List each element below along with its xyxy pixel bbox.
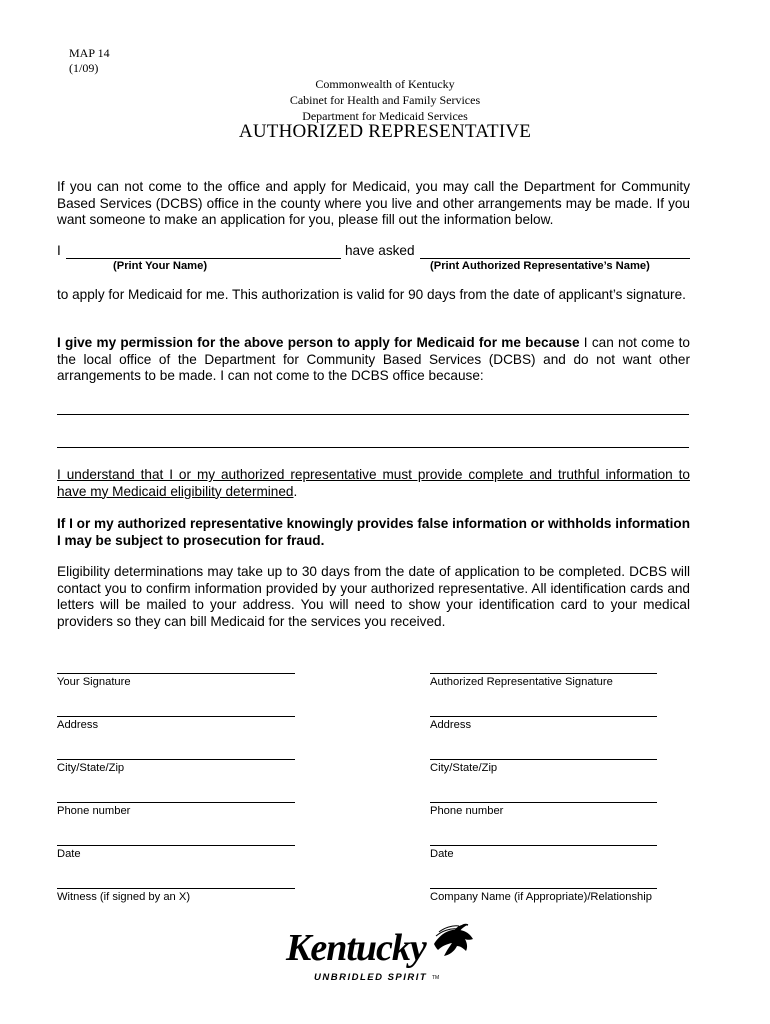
- rep-city-state-zip-line[interactable]: [430, 759, 657, 760]
- your-signature-line[interactable]: [57, 673, 295, 674]
- understand-text: I understand that I or my authorized representative must provide complete and truthful information to have my Medicaid eligibility determined: [57, 467, 690, 499]
- print-your-name-field[interactable]: [66, 258, 341, 259]
- witness-label: Witness (if signed by an X): [57, 891, 191, 903]
- rep-date-label: Date: [430, 848, 454, 860]
- your-city-state-zip-line[interactable]: [57, 759, 295, 760]
- logo-wordmark: Kentucky: [286, 927, 426, 969]
- your-phone-line[interactable]: [57, 802, 295, 803]
- rep-address-label: Address: [430, 719, 472, 731]
- form-code: [69, 46, 110, 76]
- company-label: Company Name (if Appropriate)/Relationship: [430, 891, 652, 903]
- eligibility-paragraph: Eligibility determinations may take up to 30 days from the date of application to be completed. DCBS will contact you to confirm information provided by your authorized representative. All identification cards and letters will be mailed to your address. You will need to show your identification card to your medical providers so they can bill Medicaid for the services you received.: [57, 564, 690, 629]
- rep-date-line[interactable]: [430, 845, 657, 846]
- name-line-middle: have asked: [345, 243, 415, 258]
- form-number: MAP 14: [69, 46, 110, 60]
- permission-paragraph: [57, 335, 690, 385]
- your-address-label: Address: [57, 719, 99, 731]
- rep-phone-line[interactable]: [430, 802, 657, 803]
- logo-trademark: TM: [432, 975, 440, 981]
- your-city-state-zip-label: City/State/Zip: [57, 762, 125, 774]
- your-phone-label: Phone number: [57, 805, 131, 817]
- rep-signature-line[interactable]: [430, 673, 657, 674]
- witness-line[interactable]: [57, 888, 295, 889]
- print-representative-name-field[interactable]: [420, 258, 690, 259]
- reason-line-1[interactable]: [57, 414, 689, 415]
- caption-print-your-name: (Print Your Name): [113, 260, 208, 272]
- your-address-line[interactable]: [57, 716, 295, 717]
- intro-paragraph: If you can not come to the office and apply for Medicaid, you may call the Department for Community Based Services (DCBS) office in the county where you live and other arrangements may be made. If you want someone to make an application for you, please fill out the information below.: [57, 179, 690, 227]
- page-title: AUTHORIZED REPRESENTATIVE: [238, 121, 532, 142]
- authorization-paragraph: to apply for Medicaid for me. This authorization is valid for 90 days from the date of applicant’s signature.: [57, 287, 686, 302]
- your-date-label: Date: [57, 848, 81, 860]
- company-line[interactable]: [430, 888, 657, 889]
- understand-paragraph: [57, 467, 690, 500]
- caption-print-representative-name: (Print Authorized Representative’s Name): [430, 260, 650, 272]
- your-date-line[interactable]: [57, 845, 295, 846]
- kentucky-logo: [284, 922, 484, 992]
- header-department: Department for Medicaid Services: [302, 109, 468, 123]
- logo-tagline: UNBRIDLED SPIRIT: [314, 972, 428, 983]
- fraud-warning-paragraph: If I or my authorized representative knowingly provides false information or withholds information I may be subject to prosecution for fraud.: [57, 516, 690, 548]
- header-agency: Commonwealth of Kentucky: [315, 77, 455, 91]
- rep-city-state-zip-label: City/State/Zip: [430, 762, 498, 774]
- form-revision: (1/09): [69, 61, 99, 75]
- rep-phone-label: Phone number: [430, 805, 504, 817]
- rep-signature-label: Authorized Representative Signature: [430, 676, 613, 688]
- your-signature-label: Your Signature: [57, 676, 131, 688]
- permission-bold-text: I give my permission for the above person to apply for Medicaid for me because: [57, 335, 580, 350]
- name-line-prefix: I: [57, 243, 61, 258]
- rep-address-line[interactable]: [430, 716, 657, 717]
- understand-period: .: [293, 483, 298, 499]
- reason-line-2[interactable]: [57, 447, 689, 448]
- header-cabinet: Cabinet for Health and Family Services: [289, 93, 481, 107]
- permission-rest-text: I can not come to the local office of the Department for Community Based Services (DCBS) and do not want other arrangements to be made. I can not come to the DCBS office because:: [57, 335, 690, 383]
